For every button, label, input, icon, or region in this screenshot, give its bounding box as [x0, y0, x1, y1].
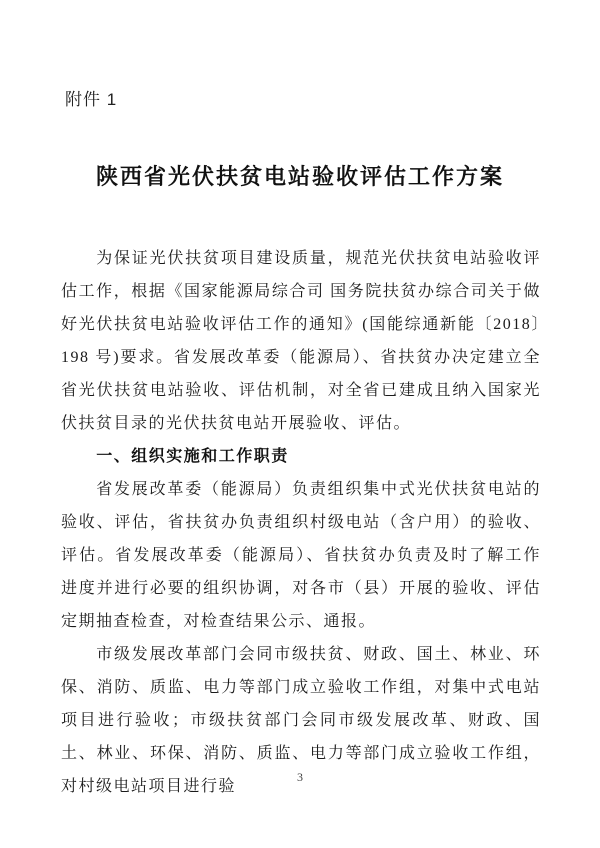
page-number: 3	[297, 770, 303, 784]
attachment-label: 附件 1	[65, 90, 118, 109]
body-paragraph-workgroups: 市级发展改革部门会同市级扶贫、财政、国土、林业、环保、消防、质监、电力等部门成立验收工作组，对集中式电站项目进行验收；市级扶贫部门会同市级发展改革、财政、国土、林业、环保、消防、质监、电力等部门成立验收工作组，对村级电站项目进行验	[61, 646, 541, 795]
intro-paragraph: 为保证光伏扶贫项目建设质量，规范光伏扶贫电站验收评估工作，根据《国家能源局综合司 国务院扶贫办综合司关于做好光伏扶贫电站验收评估工作的通知》(国能综通新能〔2018〕198 号)要求。省发展改革委（能源局）、省扶贫办决定建立全省光伏扶贫电站验收、评估机制，对全省已建成且纳入国家光伏扶贫目录的光伏扶贫电站开展验收、评估。	[61, 250, 541, 432]
body-paragraph-responsibilities: 省发展改革委（能源局）负责组织集中式光伏扶贫电站的验收、评估，省扶贫办负责组织村级电站（含户用）的验收、评估。省发展改革委（能源局）、省扶贫办负责及时了解工作进度并进行必要的组织协调，对各市（县）开展的验收、评估定期抽查检查，对检查结果公示、通报。	[61, 481, 541, 630]
document-body	[61, 242, 541, 803]
document-title: 陕西省光伏扶贫电站验收评估工作方案	[95, 164, 504, 189]
section-heading-organization: 一、组织实施和工作职责	[96, 448, 289, 465]
